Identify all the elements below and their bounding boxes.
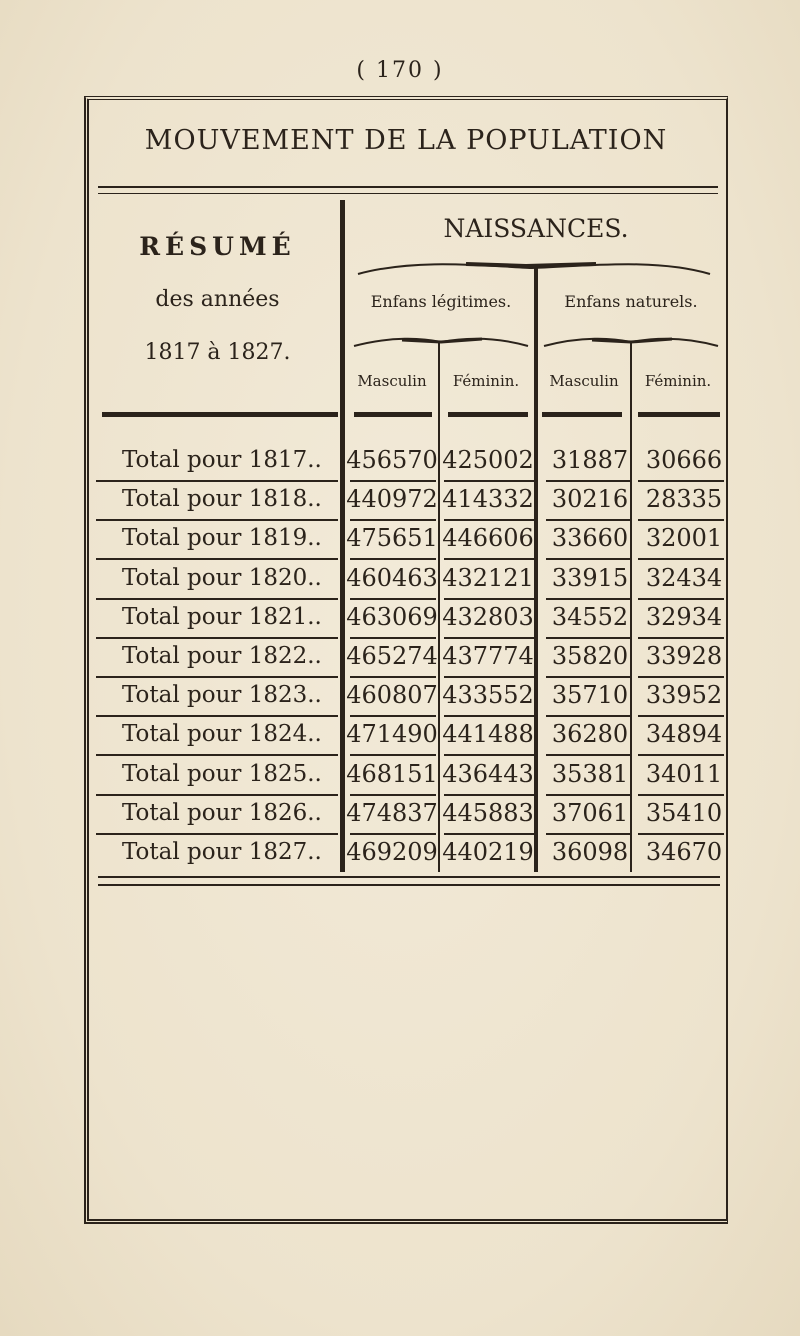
column-header-feminin-legit: Féminin. — [452, 372, 520, 390]
table-row — [96, 835, 724, 874]
legit-feminin-cell: 446606 — [442, 524, 534, 553]
table-row — [96, 600, 724, 639]
table-row — [96, 482, 724, 521]
row-label: Total pour 1819.. — [122, 525, 322, 552]
page-number: ( 170 ) — [356, 58, 444, 83]
legit-masculin-cell: 460463 — [346, 563, 438, 592]
naturel-masculin-cell: 30216 — [551, 485, 629, 514]
naturel-masculin-cell: 34552 — [551, 602, 629, 631]
naturel-masculin-cell: 35820 — [551, 642, 629, 670]
table-row — [96, 561, 724, 600]
row-label: Total pour 1824.. — [122, 721, 322, 748]
legit-feminin-cell: 441488 — [442, 720, 534, 749]
legit-masculin-cell: 468151 — [346, 759, 438, 788]
table-row — [96, 757, 724, 796]
naturel-feminin-cell: 34894 — [645, 720, 723, 749]
column-header-masculin-legit: Masculin — [357, 372, 427, 390]
legit-feminin-cell: 432803 — [442, 602, 534, 631]
legit-masculin-cell: 474837 — [346, 798, 438, 827]
naturel-feminin-cell: 34011 — [645, 759, 723, 788]
naturel-feminin-cell: 35410 — [645, 798, 723, 827]
naturel-feminin-cell: 33952 — [645, 681, 723, 710]
legit-feminin-cell: 437774 — [442, 642, 534, 670]
resume-subtitle-2: 1817 à 1827. — [144, 340, 291, 365]
header-rule-col3 — [542, 412, 622, 417]
legit-feminin-cell: 436443 — [442, 759, 534, 788]
table-row — [96, 521, 724, 560]
header-rule-col2 — [448, 412, 528, 417]
table-title: MOUVEMENT DE LA POPULATION — [144, 125, 668, 156]
table-row — [96, 443, 724, 482]
row-label: Total pour 1826.. — [122, 799, 322, 826]
row-label: Total pour 1823.. — [122, 682, 322, 709]
table-row — [96, 717, 724, 756]
legit-feminin-cell: 414332 — [442, 485, 534, 514]
header-rule-col4 — [638, 412, 720, 417]
legit-masculin-cell: 465274 — [346, 642, 438, 670]
naturels-brace — [542, 334, 720, 350]
row-label: Total pour 1818.. — [122, 486, 322, 513]
naturel-masculin-cell: 33915 — [551, 563, 629, 592]
row-label: Total pour 1825.. — [122, 760, 322, 787]
legit-masculin-cell: 460807 — [346, 681, 438, 710]
legit-masculin-cell: 456570 — [346, 446, 438, 474]
naturel-masculin-cell: 35710 — [551, 681, 629, 710]
row-label: Total pour 1821.. — [122, 603, 322, 630]
table-bottom-rule — [98, 876, 720, 886]
naissances-brace — [356, 256, 712, 280]
naissances-header: NAISSANCES. — [443, 214, 629, 243]
header-rule-resume — [102, 412, 338, 417]
naturel-masculin-cell: 36098 — [551, 838, 629, 866]
resume-subtitle-1: des années — [155, 287, 280, 312]
legit-feminin-cell: 440219 — [442, 838, 534, 866]
row-label: Total pour 1822.. — [122, 643, 322, 669]
naturel-feminin-cell: 33928 — [645, 642, 723, 670]
naturel-masculin-cell: 33660 — [551, 524, 629, 553]
naturel-feminin-cell: 34670 — [645, 838, 723, 866]
resume-title: RÉSUMÉ — [139, 232, 296, 261]
group-label-naturels: Enfans naturels. — [564, 292, 698, 311]
naturel-feminin-cell: 32934 — [645, 602, 723, 631]
naturel-masculin-cell: 37061 — [551, 798, 629, 827]
naturel-masculin-cell: 35381 — [551, 759, 629, 788]
naturel-feminin-cell: 28335 — [645, 485, 723, 514]
row-label: Total pour 1817.. — [122, 447, 322, 473]
legit-feminin-cell: 445883 — [442, 798, 534, 827]
legit-feminin-cell: 433552 — [442, 681, 534, 710]
legit-feminin-cell: 432121 — [442, 563, 534, 592]
table-row — [96, 639, 724, 678]
table-row — [96, 678, 724, 717]
legitimes-brace — [352, 334, 530, 350]
row-label: Total pour 1827.. — [122, 839, 322, 865]
column-header-feminin-naturel: Féminin. — [644, 372, 712, 390]
legit-feminin-cell: 425002 — [442, 446, 534, 474]
legit-masculin-cell: 440972 — [346, 485, 438, 514]
naturel-feminin-cell: 32001 — [645, 524, 723, 553]
legit-masculin-cell: 463069 — [346, 602, 438, 631]
naturel-feminin-cell: 32434 — [645, 563, 723, 592]
naturel-masculin-cell: 36280 — [551, 720, 629, 749]
title-rule — [98, 186, 718, 194]
naturel-feminin-cell: 30666 — [645, 446, 723, 474]
group-label-legitimes: Enfans légitimes. — [370, 292, 512, 311]
column-header-masculin-naturel: Masculin — [549, 372, 619, 390]
table-row — [96, 796, 724, 835]
legit-masculin-cell: 469209 — [346, 838, 438, 866]
naturel-masculin-cell: 31887 — [551, 446, 629, 474]
legit-masculin-cell: 471490 — [346, 720, 438, 749]
header-rule-col1 — [354, 412, 432, 417]
legit-masculin-cell: 475651 — [346, 524, 438, 553]
row-label: Total pour 1820.. — [122, 564, 322, 591]
